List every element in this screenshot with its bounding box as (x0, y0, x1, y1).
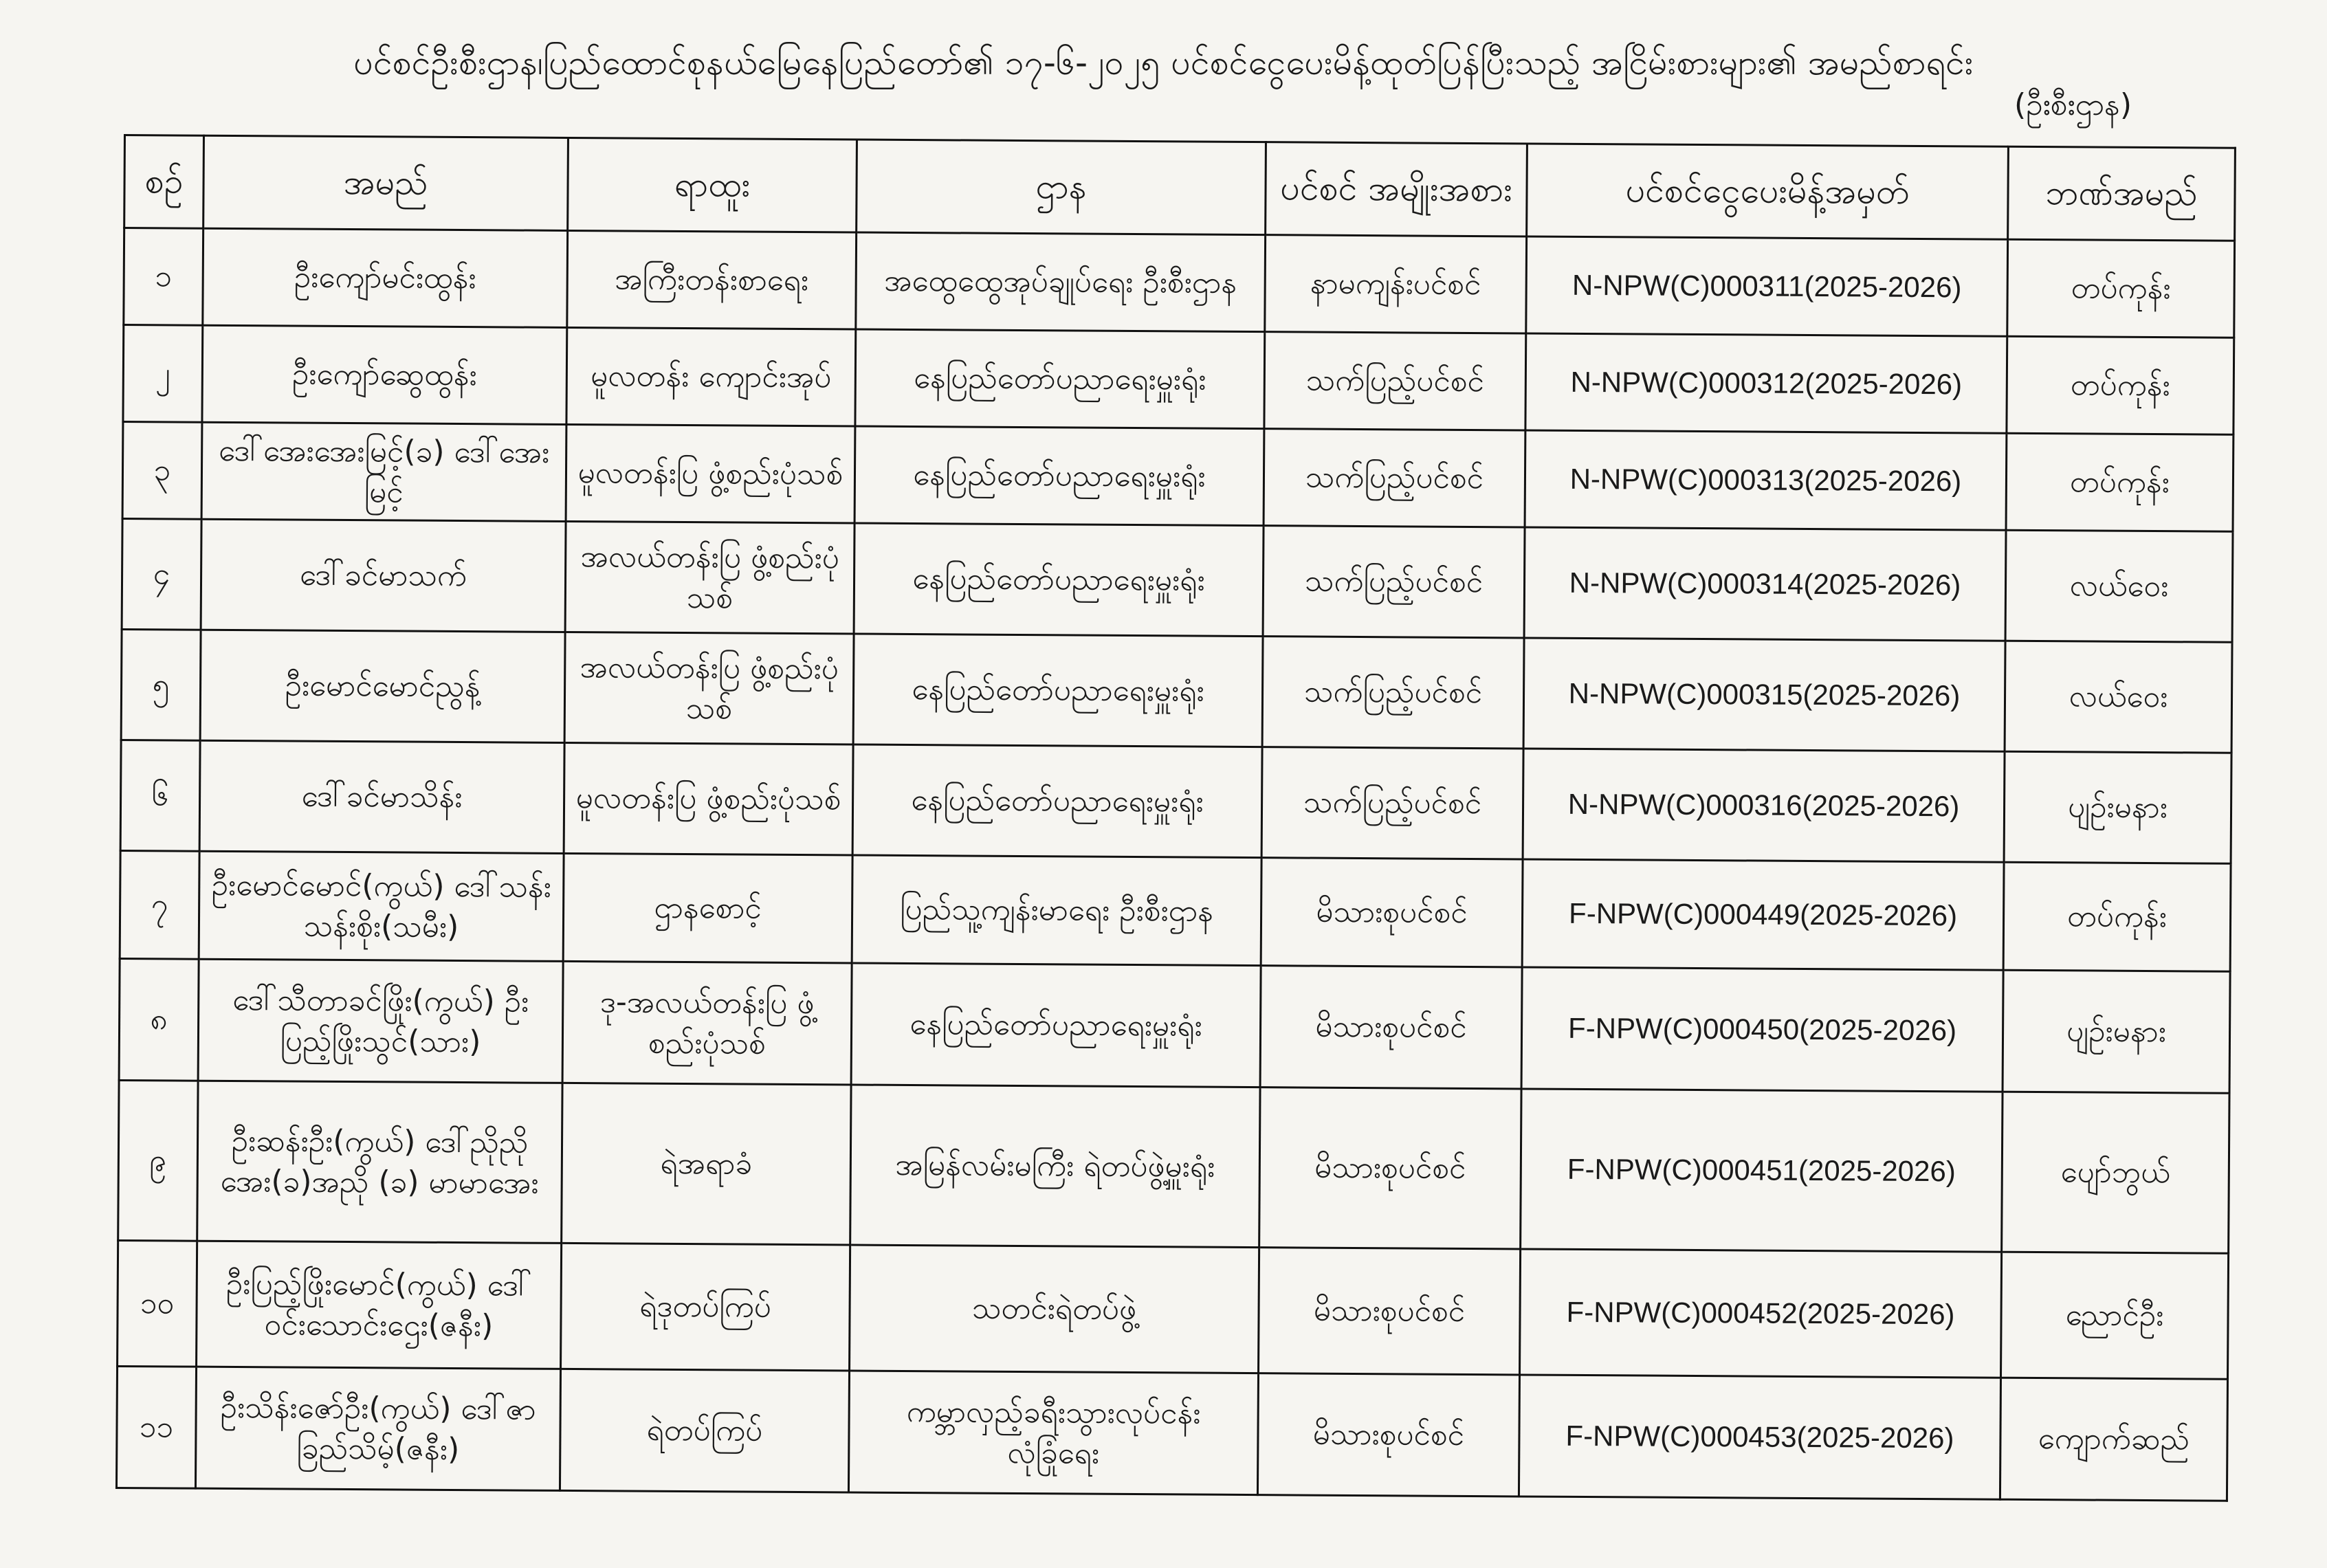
cell-permit-no: N-NPW(C)000312(2025-2026) (1525, 333, 2007, 433)
cell-no: ၁ (124, 228, 203, 326)
cell-department: နေပြည်တော်ပညာရေးမှူးရုံး (851, 963, 1261, 1087)
cell-department: ကမ္ဘာလှည့်ခရီးသွားလုပ်ငန်း လုံခြုံရေး (848, 1371, 1258, 1495)
cell-pension-type: သက်ပြည့်ပင်စင် (1261, 747, 1523, 859)
table-row (120, 850, 2231, 971)
table-row (124, 228, 2235, 338)
cell-no: ၁၁ (116, 1366, 196, 1488)
cell-permit-no: F-NPW(C)000450(2025-2026) (1521, 967, 2003, 1092)
header-bank: ဘဏ်အမည် (2008, 146, 2236, 241)
header-rank: ရာထူး (568, 137, 857, 232)
cell-department: နေပြည်တော်ပညာရေးမှူးရုံး (855, 329, 1265, 429)
cell-rank: မူလတန်းပြ ဖွံ့စည်းပုံသစ် (564, 742, 853, 855)
cell-department: အမြန်လမ်းမကြီး ရဲတပ်ဖွဲ့မှူးရုံး (850, 1085, 1260, 1248)
cell-name: ဦးကျော်မင်းထွန်း (203, 228, 568, 327)
table-row (116, 1366, 2227, 1501)
cell-department: ပြည်သူ့ကျန်းမာရေး ဦးစီးဌာန (852, 855, 1261, 966)
cell-rank: မူလတန်း ကျောင်းအုပ် (566, 327, 856, 426)
cell-pension-type: သက်ပြည့်ပင်စင် (1264, 332, 1526, 430)
table-row (122, 422, 2234, 532)
cell-rank: ရဲတပ်ကြပ် (560, 1369, 849, 1492)
cell-name: ဒေါ်အေးအေးမြင့်(ခ) ဒေါ်အေးမြင့် (201, 422, 566, 521)
header-permit-no: ပင်စင်ငွေပေးမိန့်အမှတ် (1527, 144, 2009, 239)
cell-bank: လယ်ဝေး (2005, 641, 2232, 753)
cell-no: ၉ (118, 1080, 198, 1241)
cell-bank: တပ်ကုန်း (2007, 336, 2234, 434)
cell-rank: ဌာနစောင့် (563, 853, 852, 963)
cell-permit-no: F-NPW(C)000451(2025-2026) (1521, 1089, 2003, 1252)
cell-name: ဦးသိန်းဇော်ဦး(ကွယ်) ဒေါ်ဇာခြည်သိမ့်(ဇနီး) (195, 1367, 560, 1490)
cell-name: ဒေါ်ခင်မာသက် (201, 519, 566, 632)
table-row (119, 958, 2230, 1093)
cell-permit-no: N-NPW(C)000316(2025-2026) (1523, 749, 2005, 862)
cell-pension-type: မိသားစုပင်စင် (1259, 1248, 1521, 1375)
header-no: စဉ် (124, 135, 204, 229)
cell-pension-type: နာမကျန်းပင်စင် (1265, 235, 1527, 333)
cell-pension-type: မိသားစုပင်စင် (1257, 1373, 1519, 1497)
cell-pension-type: မိသားစုပင်စင် (1259, 1087, 1521, 1249)
document-subtitle: (ဦးစီးဌာန) (2014, 87, 2132, 122)
cell-bank: ကျောက်ဆည် (2000, 1378, 2227, 1501)
cell-rank: အကြီးတန်းစာရေး (567, 230, 857, 329)
cell-bank: ညောင်ဦး (2000, 1252, 2228, 1379)
cell-no: ၇ (120, 850, 199, 959)
cell-pension-type: မိသားစုပင်စင် (1260, 966, 1522, 1089)
cell-department: နေပြည်တော်ပညာရေးမှူးရုံး (854, 426, 1264, 526)
table-header-row (124, 135, 2236, 241)
cell-name: ဦးမောင်မောင်ညွန့် (200, 630, 565, 742)
cell-rank: အလယ်တန်းပြ ဖွံ့စည်းပုံသစ် (564, 632, 854, 744)
cell-no: ၆ (120, 740, 200, 851)
cell-bank: ပျဉ်းမနား (2004, 751, 2231, 863)
cell-bank: တပ်ကုန်း (2003, 862, 2231, 971)
header-pension-type: ပင်စင် အမျိုးအစား (1266, 142, 1528, 236)
table-row (118, 1240, 2229, 1379)
cell-permit-no: F-NPW(C)000452(2025-2026) (1520, 1249, 2002, 1378)
cell-bank: လယ်ဝေး (2005, 530, 2233, 642)
document-title: ပင်စင်ဦးစီးဌာန၊ပြည်ထောင်စုနယ်မြေနေပြည်တော်၏ ၁၇-၆-၂၀၂၅ ပင်စင်ငွေပေးမိန့်ထုတ်ပြန်ပြီးသည့် အငြိမ်းစားများ၏ အမည်စာရင်း (353, 43, 1974, 82)
table-row (122, 518, 2233, 642)
cell-pension-type: သက်ပြည့်ပင်စင် (1264, 429, 1525, 527)
cell-department: နေပြည်တော်ပညာရေးမှူးရုံး (852, 744, 1262, 858)
cell-rank: ဒု-အလယ်တန်းပြ ဖွံ့စည်းပုံသစ် (562, 961, 852, 1085)
cell-permit-no: N-NPW(C)000311(2025-2026) (1526, 236, 2008, 336)
cell-no: ၅ (121, 629, 201, 740)
cell-pension-type: မိသားစုပင်စင် (1261, 858, 1523, 967)
cell-pension-type: သက်ပြည့်ပင်စင် (1262, 637, 1524, 749)
cell-permit-no: N-NPW(C)000313(2025-2026) (1525, 430, 2007, 530)
cell-no: ၃ (122, 422, 202, 520)
cell-no: ၂ (123, 325, 203, 423)
cell-rank: မူလတန်းပြ ဖွံ့စည်းပုံသစ် (566, 424, 855, 523)
cell-name: ဦးကျော်ဆွေထွန်း (202, 325, 567, 424)
table-row (121, 629, 2232, 753)
table-row (118, 1080, 2229, 1253)
cell-permit-no: F-NPW(C)000449(2025-2026) (1522, 859, 2004, 970)
cell-no: ၈ (119, 958, 199, 1081)
cell-name: ဒေါ်ခင်မာသိန်း (199, 740, 564, 853)
cell-department: နေပြည်တော်ပညာရေးမှူးရုံး (854, 523, 1264, 637)
pensioner-table (115, 134, 2236, 1502)
table-row (120, 740, 2231, 863)
cell-rank: ရဲဒုတပ်ကြပ် (561, 1243, 850, 1371)
cell-name: ဦးဆန်းဦး(ကွယ်) ဒေါ်ညိုညိုအေး(ခ)အညို (ခ) မာမာအေး (197, 1081, 562, 1243)
cell-name: ဦးမောင်မောင်(ကွယ်) ဒေါ်သန်းသန်းစိုး(သမီး) (199, 851, 564, 961)
table-row (123, 325, 2234, 435)
cell-no: ၄ (122, 518, 201, 630)
cell-bank: ပျဉ်းမနား (2003, 970, 2230, 1093)
cell-permit-no: N-NPW(C)000315(2025-2026) (1523, 638, 2005, 751)
header-name: အမည် (203, 135, 569, 230)
cell-no: ၁၀ (118, 1240, 197, 1367)
cell-department: အထွေထွေအုပ်ချုပ်ရေး ဦးစီးဌာန (856, 232, 1266, 332)
cell-bank: တပ်ကုန်း (2007, 239, 2235, 338)
cell-permit-no: N-NPW(C)000314(2025-2026) (1524, 527, 2006, 641)
cell-name: ဦးပြည့်ဖြိုးမောင်(ကွယ်) ဒေါ်ဝင်းသောင်းဌေး(ဇနီး) (197, 1241, 562, 1369)
cell-bank: ပျော်ဘွယ် (2002, 1092, 2229, 1253)
cell-rank: ရဲအရာခံ (562, 1083, 851, 1245)
cell-permit-no: F-NPW(C)000453(2025-2026) (1519, 1375, 2000, 1499)
cell-bank: တပ်ကုန်း (2006, 433, 2234, 531)
cell-name: ဒေါ်သီတာခင်ဖြိုး(ကွယ်) ဦးပြည့်ဖြိုးသွင်(သား) (198, 959, 563, 1083)
cell-department: သတင်းရဲတပ်ဖွဲ့ (850, 1245, 1259, 1373)
cell-pension-type: သက်ပြည့်ပင်စင် (1263, 526, 1525, 638)
cell-rank: အလယ်တန်းပြ ဖွံ့စည်းပုံသစ် (565, 521, 854, 634)
cell-department: နေပြည်တော်ပညာရေးမှူးရုံး (853, 634, 1263, 747)
header-department: ဌာန (857, 140, 1266, 235)
